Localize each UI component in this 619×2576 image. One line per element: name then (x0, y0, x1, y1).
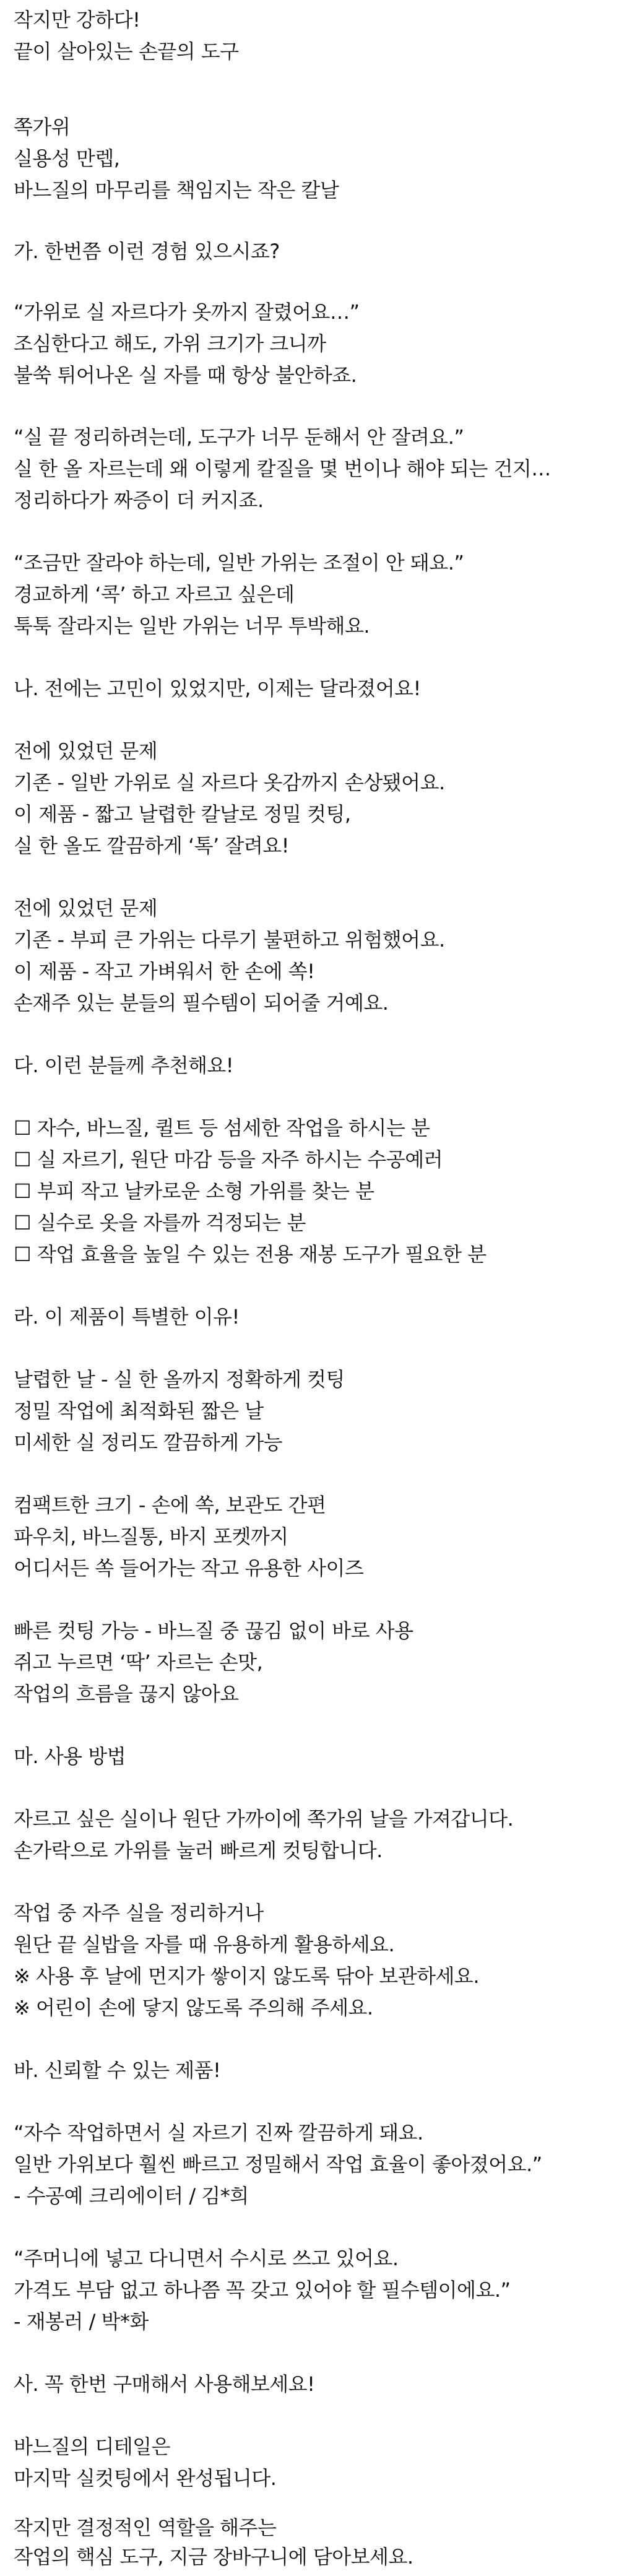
text-line: 쥐고 누르면 ‘딱’ 자르는 손맛, (14, 1650, 263, 1674)
text-line: 날렵한 날 - 실 한 올까지 정확하게 컷팅 (14, 1368, 345, 1391)
text-line: 작업 중 자주 실을 정리하거나 (14, 1901, 264, 1925)
text-line: 끝이 살아있는 손끝의 도구 (14, 40, 239, 63)
text-line: 손가락으로 가위를 눌러 빠르게 컷팅합니다. (14, 1839, 383, 1862)
text-line: 전에 있었던 문제 (14, 739, 158, 763)
section-heading: 다. 이런 분들께 추천해요! (14, 1054, 234, 1077)
review-text: 일반 가위보다 훨씬 빠르고 정밀해서 작업 효율이 좋아졌어요.” (14, 2153, 542, 2176)
text-line: 원단 끝 실밥을 자를 때 유용하게 활용하세요. (14, 1933, 395, 1956)
text-line: 경교하게 ‘콕’ 하고 자르고 싶은데 (14, 583, 295, 606)
section-heading: 라. 이 제품이 특별한 이유! (14, 1305, 240, 1329)
review-text: 가격도 부담 없고 하나쯤 꼭 갖고 있어야 할 필수템이에요.” (14, 2278, 511, 2302)
text-line: 바느질의 디테일은 (14, 2435, 170, 2458)
checklist-item: ☐ 자수, 바느질, 퀼트 등 섬세한 작업을 하시는 분 (14, 1116, 430, 1140)
text-line: 정리하다가 짜증이 더 커지죠. (14, 488, 264, 512)
section-heading: 나. 전에는 고민이 있었지만, 이제는 달라졌어요! (14, 677, 421, 700)
review-text: “자수 작업하면서 실 자르기 진짜 깔끔하게 돼요. (14, 2121, 423, 2144)
text-line: 실용성 만렙, (14, 147, 120, 170)
text-line: 마지막 실컷팅에서 완성됩니다. (14, 2466, 277, 2490)
text-line: 기존 - 일반 가위로 실 자르다 옷감까지 손상됐어요. (14, 771, 445, 794)
text-line: 컴팩트한 크기 - 손에 쏙, 보관도 간편 (14, 1493, 326, 1517)
text-line: 손재주 있는 분들의 필수템이 되어줄 거예요. (14, 991, 389, 1015)
text-line: 기존 - 부피 큰 가위는 다루기 불편하고 위험했어요. (14, 928, 445, 952)
text-line: 바느질의 마무리를 책임지는 작은 칼날 (14, 178, 339, 202)
notice-line: ※ 사용 후 날에 먼지가 쌓이지 않도록 닦아 보관하세요. (14, 1964, 480, 1988)
text-line: 작지만 강하다! (14, 8, 141, 32)
text-line: 툭툭 잘라지는 일반 가위는 너무 투박해요. (14, 614, 370, 638)
text-line: 작업의 핵심 도구, 지금 장바구니에 담아보세요. (14, 2545, 413, 2569)
text-line: 빠른 컷팅 가능 - 바느질 중 끊김 없이 바로 사용 (14, 1619, 413, 1642)
section-heading: 마. 사용 방법 (14, 1745, 126, 1768)
text-line: 실 한 올도 깔끔하게 ‘톡’ 잘려요! (14, 834, 289, 857)
text-line: 쪽가위 (14, 115, 71, 139)
checklist-item: ☐ 실 자르기, 원단 마감 등을 자주 하시는 수공예러 (14, 1148, 443, 1171)
section-heading: 바. 신뢰할 수 있는 제품! (14, 2058, 221, 2082)
text-line: 어디서든 쏙 들어가는 작고 유용한 사이즈 (14, 1556, 364, 1580)
text-line: 이 제품 - 짧고 날렵한 칼날로 정밀 컷팅, (14, 802, 351, 826)
text-line: “조금만 잘라야 하는데, 일반 가위는 조절이 안 돼요.” (14, 551, 464, 575)
text-line: 미세한 실 정리도 깔끔하게 가능 (14, 1431, 283, 1454)
checklist-item: ☐ 실수로 옷을 자를까 걱정되는 분 (14, 1211, 306, 1234)
section-heading: 가. 한번쯤 이런 경험 있으시죠? (14, 240, 280, 263)
review-author: - 재봉러 / 박*화 (14, 2310, 149, 2333)
text-line: 조심한다고 해도, 가위 크기가 크니까 (14, 332, 326, 355)
text-line: 불쑥 튀어나온 실 자를 때 항상 불안하죠. (14, 363, 357, 387)
text-line: “실 끝 정리하려는데, 도구가 너무 둔해서 안 잘려요.” (14, 425, 464, 449)
review-author: - 수공예 크리에이터 / 김*희 (14, 2184, 249, 2208)
text-line: 작지만 결정적인 역할을 해주는 (14, 2516, 277, 2539)
review-text: “주머니에 넣고 다니면서 수시로 쓰고 있어요. (14, 2247, 399, 2270)
text-line: 자르고 싶은 실이나 원단 가까이에 쪽가위 날을 가져갑니다. (14, 1807, 514, 1831)
text-line: 이 제품 - 작고 가벼워서 한 손에 쏙! (14, 960, 315, 983)
notice-line: ※ 어린이 손에 닿지 않도록 주의해 주세요. (14, 1996, 373, 2019)
text-line: 정밀 작업에 최적화된 짧은 날 (14, 1399, 264, 1423)
checklist-item: ☐ 부피 작고 날카로운 소형 가위를 찾는 분 (14, 1179, 374, 1203)
text-line: 파우치, 바느질통, 바지 포켓까지 (14, 1525, 288, 1548)
text-line: 전에 있었던 문제 (14, 896, 158, 920)
text-line: 작업의 흐름을 끊지 않아요 (14, 1682, 239, 1706)
section-heading: 사. 꼭 한번 구매해서 사용해보세요! (14, 2372, 315, 2396)
text-line: 실 한 올 자르는데 왜 이렇게 칼질을 몇 번이나 해야 되는 건지… (14, 457, 551, 480)
text-line: “가위로 실 자르다가 옷까지 잘렸어요…” (14, 300, 360, 324)
checklist-item: ☐ 작업 효율을 높일 수 있는 전용 재봉 도구가 필요한 분 (14, 1242, 487, 1266)
